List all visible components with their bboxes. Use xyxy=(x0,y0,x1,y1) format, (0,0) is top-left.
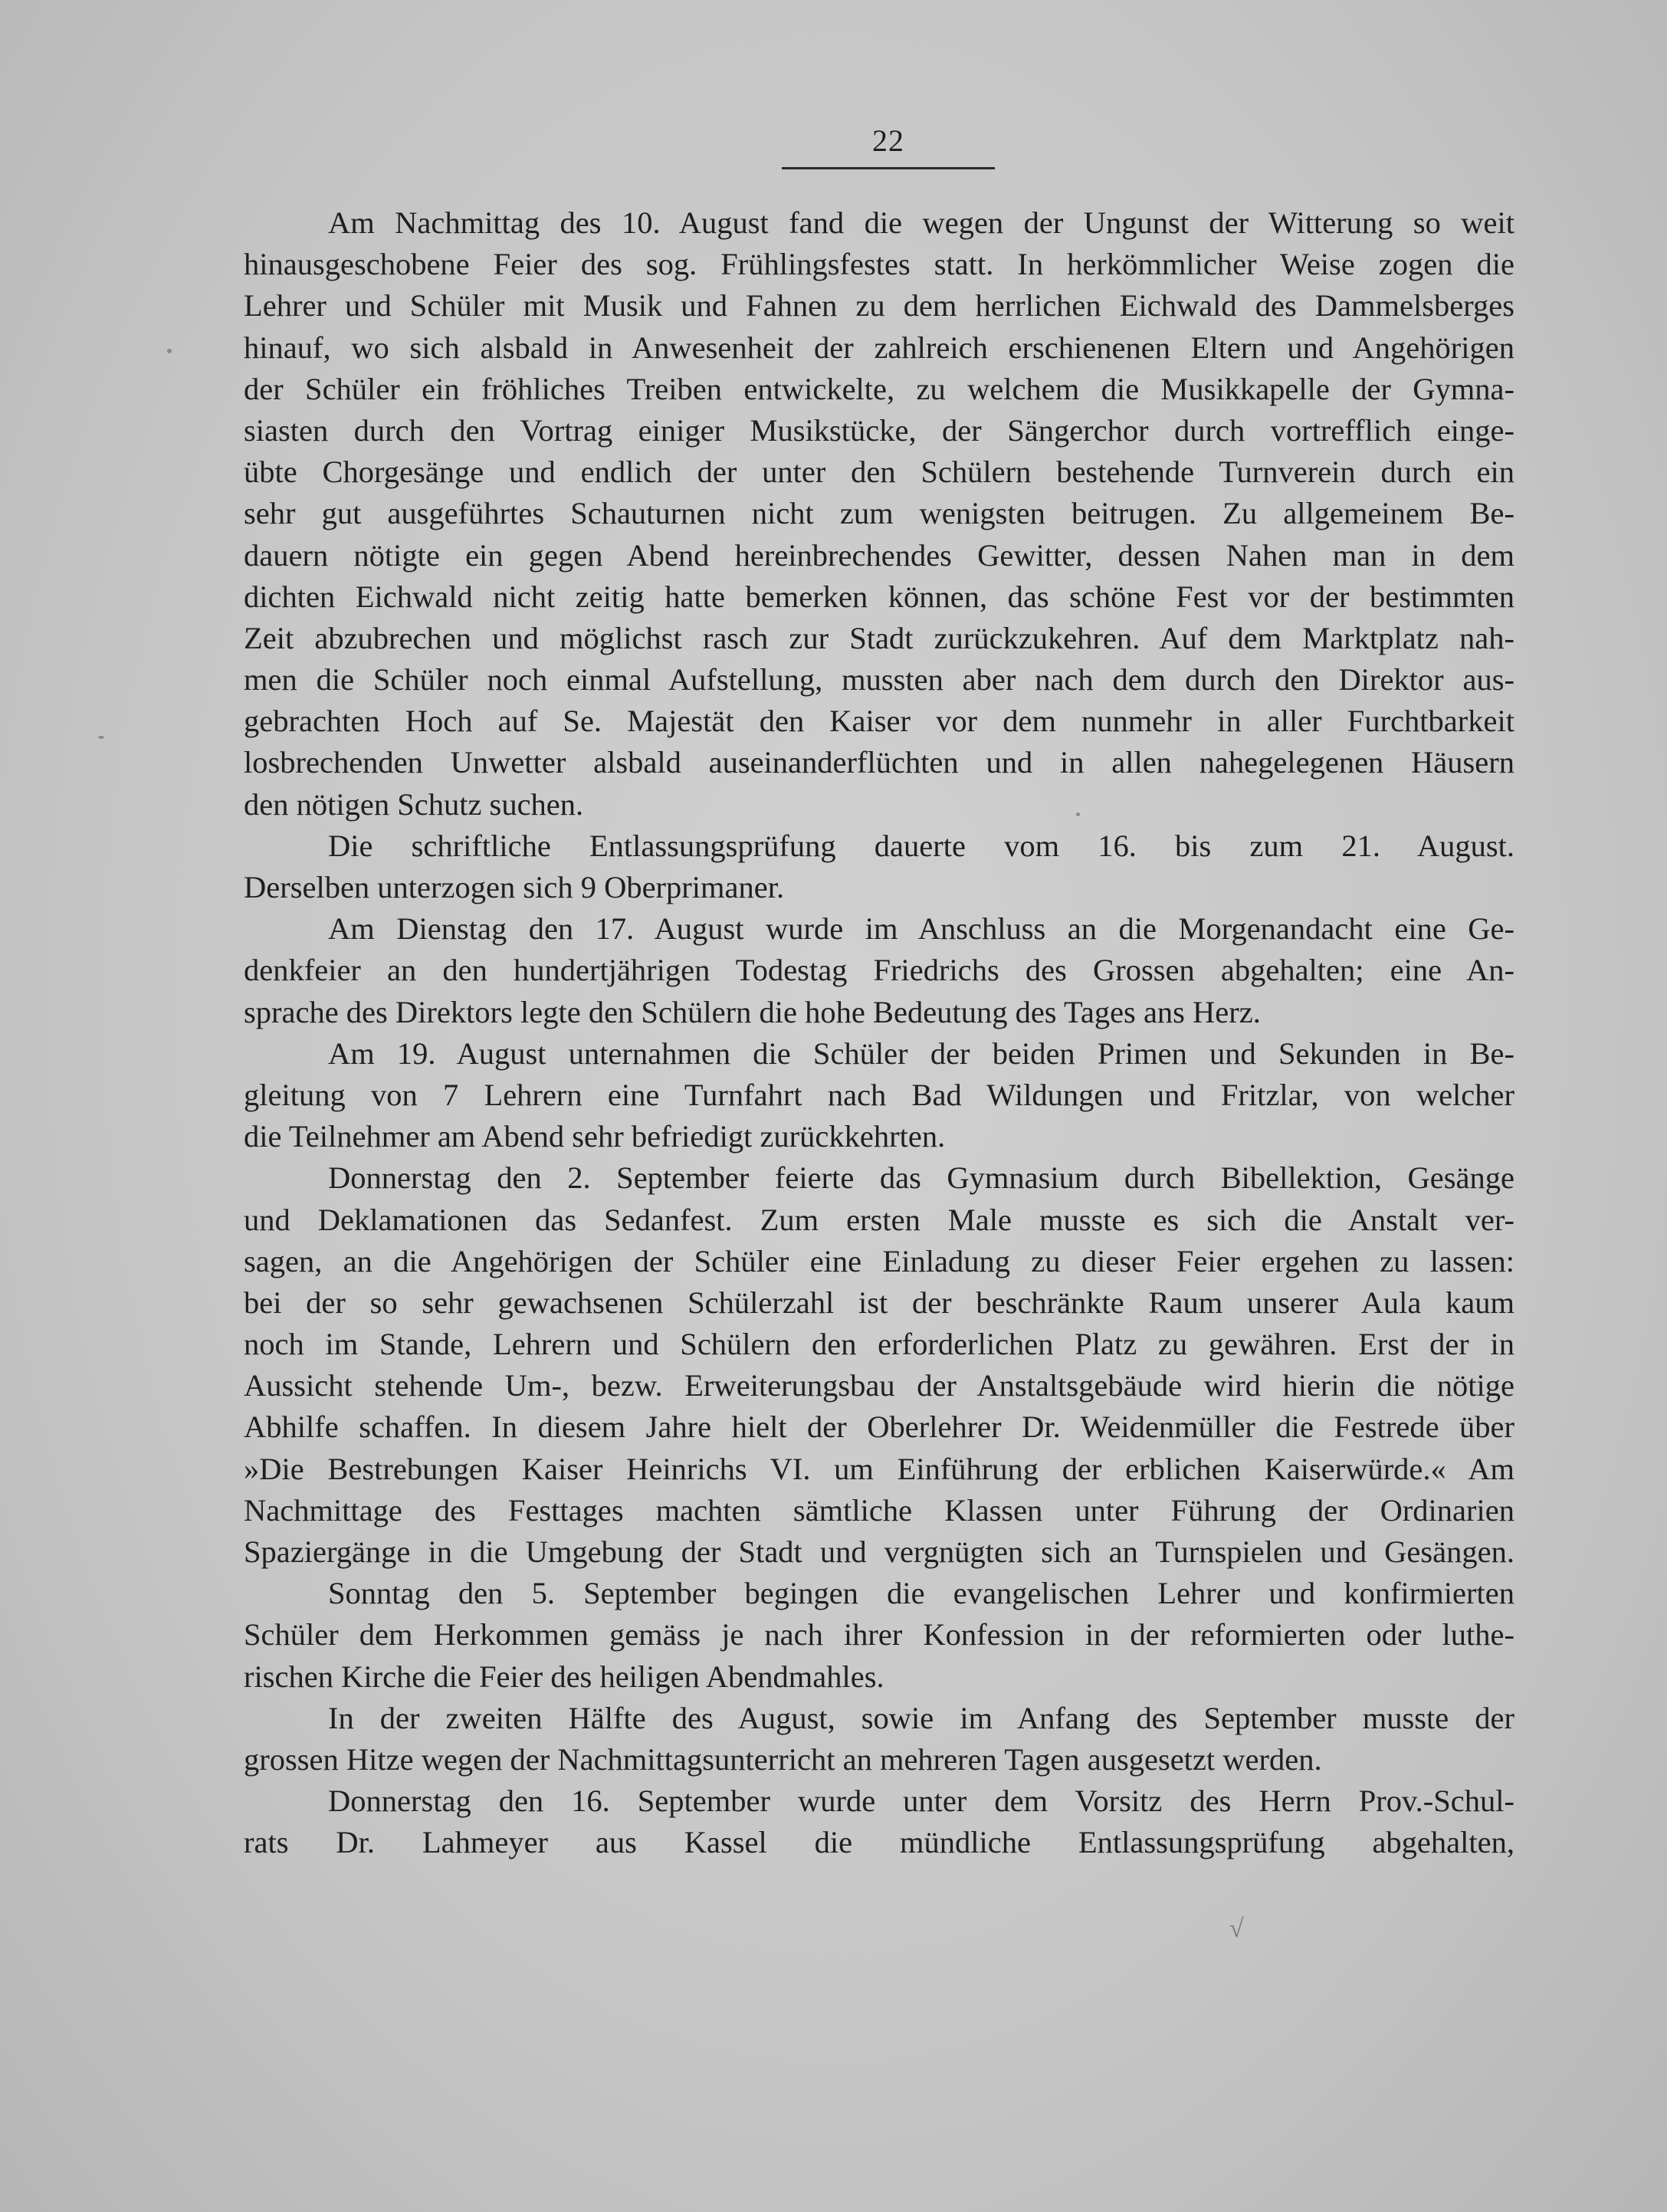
pencil-tick-mark: √ xyxy=(1229,1915,1244,1943)
paragraph-hitzeferien xyxy=(244,1698,1514,1780)
paragraph-gedenkfeier xyxy=(244,908,1514,1033)
text-line: und Deklamationen das Sedanfest. Zum ersten Male musste es sich die Anstalt ver- xyxy=(244,1202,1514,1237)
text-line: Am 19. August unternahmen die Schüler der beiden Primen und Sekunden in Be- xyxy=(328,1035,1514,1071)
page-number: 22 xyxy=(872,123,904,158)
text-line: Donnerstag den 2. September feierte das Gymnasium durch Bibellektion, Gesänge xyxy=(328,1160,1514,1196)
text-line: Schüler dem Herkommen gemäss je nach ihrer Konfession in der reformierten oder luthe- xyxy=(244,1617,1514,1652)
text-line: denkfeier an den hundertjährigen Todestag Friedrichs des Grossen abgehalten; eine An- xyxy=(244,953,1514,988)
paragraph-sedanfest xyxy=(244,1157,1514,1573)
text-line: sehr gut ausgeführtes Schauturnen nicht zum wenigsten beitrugen. Zu allgemeinem Be- xyxy=(244,496,1514,531)
text-line: Abhilfe schaffen. In diesem Jahre hielt der Oberlehrer Dr. Weidenmüller die Festrede über xyxy=(244,1410,1514,1445)
paragraph-muendliche-pruefung xyxy=(244,1780,1514,1863)
text-line: grossen Hitze wegen der Nachmittagsunterricht an mehreren Tagen ausgesetzt werden. xyxy=(244,1741,1322,1777)
text-line: hinausgeschobene Feier des sog. Frühlingsfestes statt. In herkömmlicher Weise zogen die xyxy=(244,247,1514,282)
text-line: gebrachten Hoch auf Se. Majestät den Kaiser vor dem nunmehr in aller Furchtbarkeit xyxy=(244,704,1514,739)
text-line: dauern nötigte ein gegen Abend hereinbrechendes Gewitter, dessen Nahen man in dem xyxy=(244,537,1514,573)
text-line: losbrechenden Unwetter alsbald auseinanderflüchten und in allen nahegelegenen Häusern xyxy=(244,745,1514,780)
text-line: Donnerstag den 16. September wurde unter dem Vorsitz des Herrn Prov.-Schul- xyxy=(328,1784,1514,1819)
text-line: übte Chorgesänge und endlich der unter den Schülern bestehende Turnverein durch ein xyxy=(244,455,1514,490)
text-line: dichten Eichwald nicht zeitig hatte bemerken können, das schöne Fest vor der bestimmten xyxy=(244,579,1514,614)
text-line: Spaziergänge in die Umgebung der Stadt und vergnügten sich an Turnspielen und Gesängen. xyxy=(244,1534,1514,1569)
text-line: »Die Bestrebungen Kaiser Heinrichs VI. um Einführung der erblichen Kaiserwürde.« Am xyxy=(244,1451,1514,1486)
text-line: Lehrer und Schüler mit Musik und Fahnen zu dem herrlichen Eichwald des Dammelsberges xyxy=(244,288,1514,323)
text-line: Aussicht stehende Um-, bezw. Erweiterungsbau der Anstaltsgebäude wird hierin die nötige xyxy=(244,1368,1514,1403)
text-line: den nötigen Schutz suchen. xyxy=(244,786,584,822)
scan-speck xyxy=(167,349,172,353)
text-line: Am Dienstag den 17. August wurde im Anschluss an die Morgenandacht eine Ge- xyxy=(328,911,1514,947)
text-line: rischen Kirche die Feier des heiligen Abendmahles. xyxy=(244,1659,884,1694)
paragraph-schriftliche-pruefung xyxy=(244,825,1514,908)
paragraph-fruehlingsfest xyxy=(244,202,1514,825)
page-header xyxy=(782,121,995,169)
text-line: hinauf, wo sich alsbald in Anwesenheit der zahlreich erschienenen Eltern und Angehörigen xyxy=(244,330,1514,365)
text-line: sprache des Direktors legte den Schülern die hohe Bedeutung des Tages ans Herz. xyxy=(244,994,1261,1029)
text-line: Am Nachmittag des 10. August fand die wegen der Ungunst der Witterung so weit xyxy=(328,205,1514,240)
text-line: men die Schüler noch einmal Aufstellung, mussten aber nach dem durch den Direktor aus- xyxy=(244,662,1514,697)
scan-speck xyxy=(98,736,104,739)
text-line: sagen, an die Angehörigen der Schüler eine Einladung zu dieser Feier ergehen zu lassen: xyxy=(244,1243,1514,1278)
paragraph-abendmahl xyxy=(244,1573,1514,1698)
paragraph-turnfahrt xyxy=(244,1033,1514,1158)
scan-speck xyxy=(1076,812,1080,816)
text-line: In der zweiten Hälfte des August, sowie im Anfang des September musste der xyxy=(328,1700,1514,1735)
text-line: die Teilnehmer am Abend sehr befriedigt zurückkehrten. xyxy=(244,1119,946,1154)
text-line: Sonntag den 5. September begingen die evangelischen Lehrer und konfirmierten xyxy=(328,1576,1514,1611)
text-line: der Schüler ein fröhliches Treiben entwickelte, zu welchem die Musikkapelle der Gymna- xyxy=(244,371,1514,406)
text-line: Die schriftliche Entlassungsprüfung dauerte vom 16. bis zum 21. August. xyxy=(328,828,1514,863)
text-line: noch im Stande, Lehrern und Schülern den erforderlichen Platz zu gewähren. Erst der in xyxy=(244,1327,1514,1362)
body-text xyxy=(244,202,1514,1864)
text-line: Nachmittage des Festtages machten sämtliche Klassen unter Führung der Ordinarien xyxy=(244,1492,1514,1528)
text-line: rats Dr. Lahmeyer aus Kassel die mündliche Entlassungsprüfung abgehalten, xyxy=(244,1825,1514,1860)
text-line: Zeit abzubrechen und möglichst rasch zur Stadt zurückzukehren. Auf dem Marktplatz nah- xyxy=(244,620,1514,655)
text-line: gleitung von 7 Lehrern eine Turnfahrt nach Bad Wildungen und Fritzlar, von welcher xyxy=(244,1077,1514,1112)
text-line: Derselben unterzogen sich 9 Oberprimaner. xyxy=(244,870,785,904)
text-line: siasten durch den Vortrag einiger Musikstücke, der Sängerchor durch vortrefflich einge- xyxy=(244,412,1514,448)
text-line: bei der so sehr gewachsenen Schülerzahl ist der beschränkte Raum unserer Aula kaum xyxy=(244,1285,1514,1320)
